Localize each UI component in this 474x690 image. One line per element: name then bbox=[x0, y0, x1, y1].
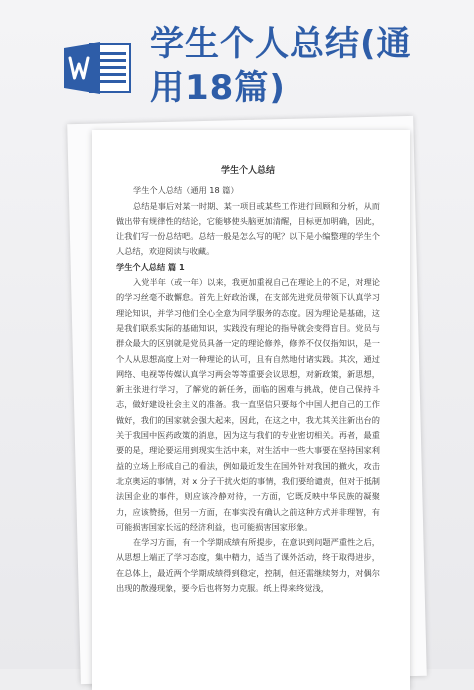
page-title-line-1: 学生个人总结(通 bbox=[150, 24, 412, 64]
document-title: 学生个人总结 bbox=[220, 166, 275, 176]
page-title-line-2: 用18篇) bbox=[150, 68, 286, 108]
page-title bbox=[150, 22, 470, 110]
body-paragraph: 入党半年（或一年）以来，我更加重视自己在理论上的不足，对理论的学习丝毫不敢懈怠。首先上好政治课，在支部先进党员带领下认真学习理论知识，并学习他们全心全意为同学服务的态度。因为理论是基础，这是我们联系实际的基础知识，实践没有理论的指导就会变得盲目。党员与群众最大的区别就是党员具备一定的理论修养，修养不仅仅指知识，是一个人从思想高度上对一种理论的认可，且有自然地付诸实践。其次，通过网络、电视等传媒认真学习两会等等重要会议思想，对新政策，新思想，新主张进行学习，了解党的新任务，面临的困难与挑战，使自己保持斗志，做好建设社会主义的准备。我一直坚信只要每个中国人把自己的工作做好，我们的国家就会强大起来，因此，在这之中，我尤其关注新出台的关于我国中医药政策的消息，因为这与我们的专业密切相关。再者，最重要的是，理论要运用到现实生活中来，对生活中一些大事要在坚持国家利益的立场上形成自己的看法，例如最近发生在国外针对我国的撤火，攻击北京奥运的事情，对 x 分子干扰火炬的事情，我们要给谴责，但对于抵制法国企业的事件，则应该冷静对待，一方面，它既反映中华民族的凝聚力，应该赞扬，但另一方面，在事实没有确认之前这种方式并非理智，有可能损害国家长远的经济利益，也可能损害国家形象。 bbox=[116, 277, 380, 532]
body-paragraph: 在学习方面，有一个学期成绩有所提步，在意识到问题严重性之后，从思想上端正了学习态度，集中精力，适当了课外活动，终于取得进步，在总体上，最近两个学期成绩得到稳定，控制，但还需继续努力，对偶尔出现的散漫现象，要今后也将努力克服。纸上得来终觉浅， bbox=[116, 537, 380, 594]
document-page bbox=[92, 130, 410, 690]
header bbox=[0, 0, 474, 110]
document-subtitle: 学生个人总结（通用 18 篇） bbox=[133, 185, 239, 196]
document-content bbox=[116, 164, 380, 596]
document-intro: 总结是事后对某一时期、某一项目或某些工作进行回顾和分析，从而做出带有规律性的结论，它能够使头脑更加清醒，目标更加明确，因此，让我们写一份总结吧。总结一般是怎么写的呢？以下是小编整理的学生个人总结，欢迎阅读与收藏。 bbox=[116, 200, 380, 257]
section-heading: 学生个人总结 篇 1 bbox=[116, 261, 185, 272]
word-document-icon bbox=[62, 40, 132, 96]
